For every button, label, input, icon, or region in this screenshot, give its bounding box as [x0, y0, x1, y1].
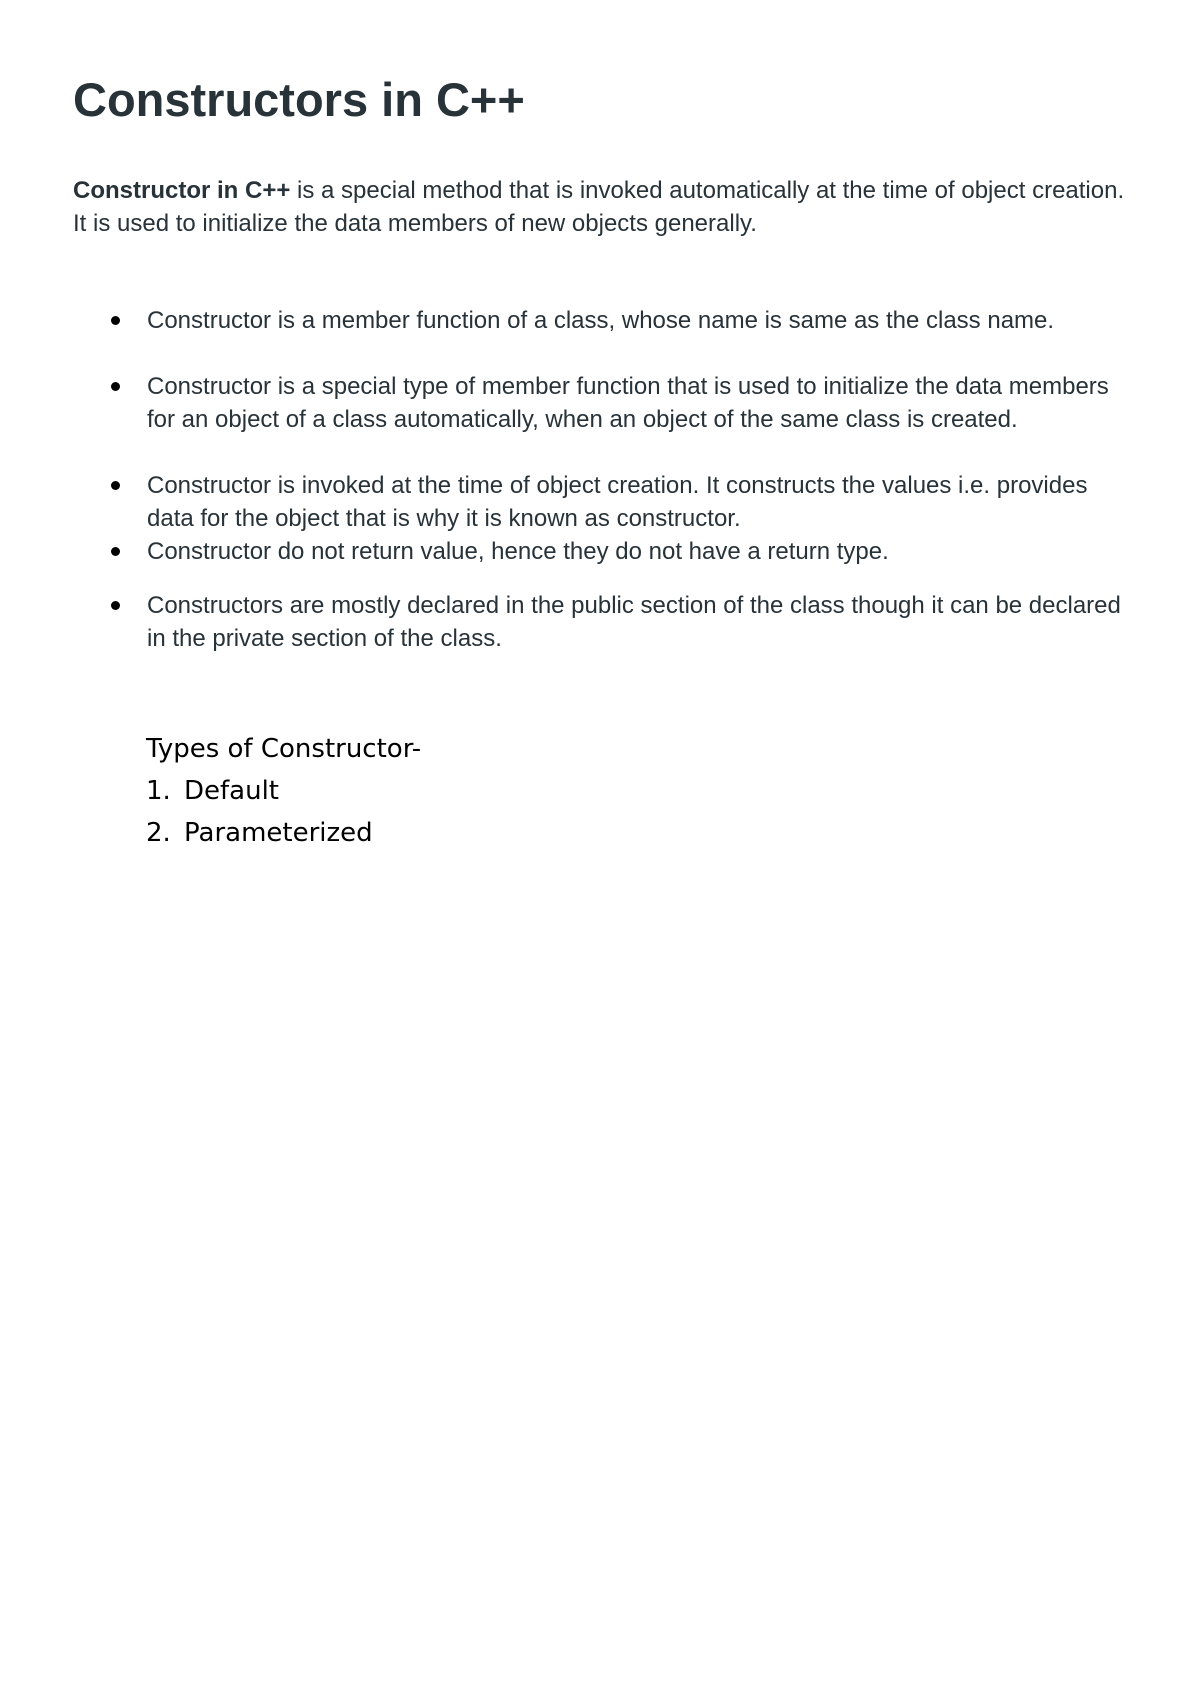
types-list-number: 2. [146, 818, 171, 848]
bullet-dot [111, 601, 120, 610]
types-list-item [146, 770, 421, 812]
types-list [146, 770, 421, 854]
bullet-text: Constructor do not return value, hence they do not have a return type. [147, 538, 889, 565]
bullet-dot [111, 481, 120, 490]
intro-paragraph [73, 174, 1133, 240]
types-list-item [146, 812, 421, 854]
intro-bold-term: Constructor in C++ [73, 177, 291, 204]
bullet-text: Constructor is a special type of member function that is used to initialize the data members for an object of a class automatically, when an object of the same class is created. [147, 373, 1109, 433]
bullet-text: Constructors are mostly declared in the public section of the class though it can be declared in the private section of the class. [147, 592, 1121, 652]
types-heading: Types of Constructor- [146, 734, 422, 764]
bullet-text: Constructor is a member function of a class, whose name is same as the class name. [147, 307, 1055, 334]
types-list-label: Parameterized [184, 818, 373, 848]
bullet-dot [111, 316, 120, 325]
bullet-text: Constructor is invoked at the time of object creation. It constructs the values i.e. provides data for the object that is why it is known as constructor. [147, 472, 1088, 532]
types-list-label: Default [184, 776, 279, 806]
constructor-types-section [146, 728, 421, 854]
types-list-number: 1. [146, 776, 171, 806]
bullet-dot [111, 382, 120, 391]
page-title: Constructors in C++ [73, 73, 525, 126]
intro-text: is a special method that is invoked automatically at the time of object creation. It is used to initialize the data members of new objects generally. [73, 177, 1125, 237]
bullet-dot [111, 547, 120, 556]
